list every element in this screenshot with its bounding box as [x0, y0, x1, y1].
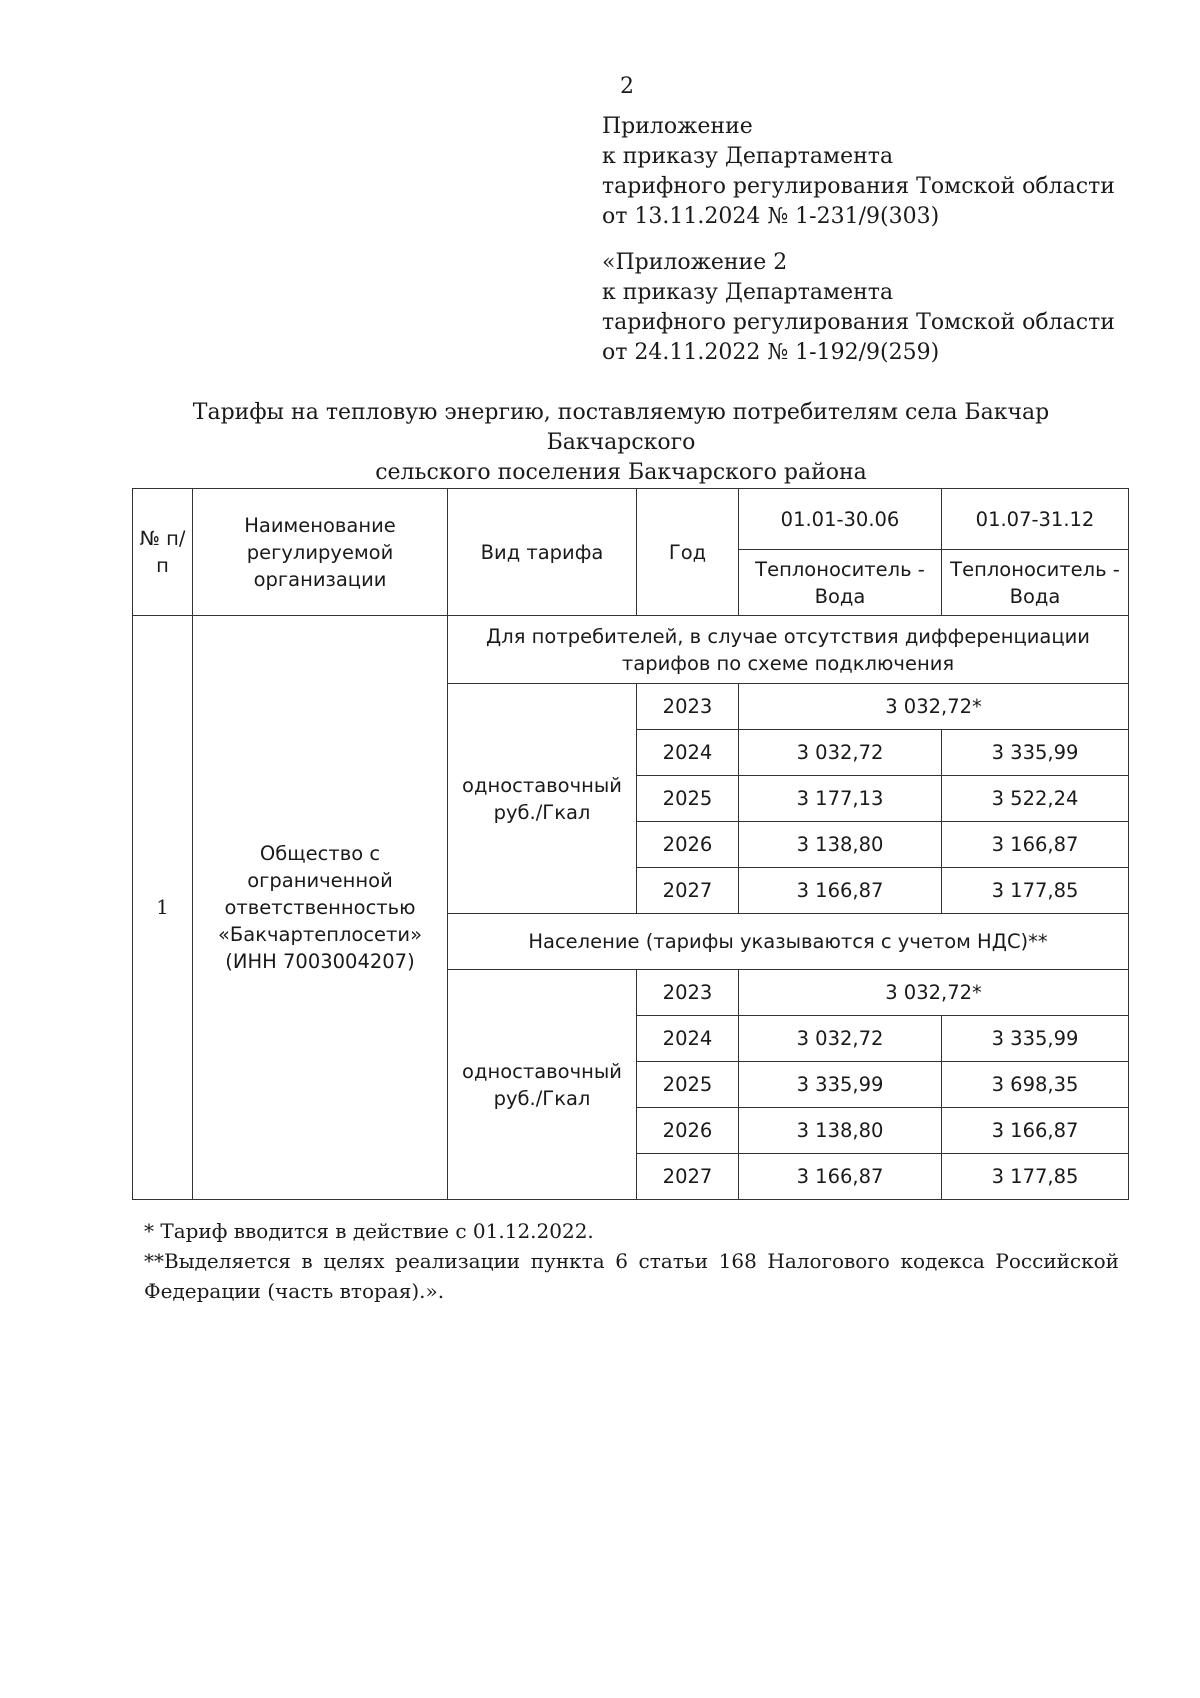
document-title-line2: сельского поселения Бакчарского района [375, 460, 867, 485]
tariff-value: 3 166,87 [942, 822, 1129, 868]
header-period-2: 01.07-31.12 [942, 489, 1129, 550]
year-cell: 2025 [637, 776, 739, 822]
tariff-type: одноставочный руб./Гкал [448, 970, 637, 1200]
tariff-value: 3 166,87 [739, 868, 942, 914]
group-label-row [133, 616, 1129, 684]
year-cell: 2025 [637, 1062, 739, 1108]
tariff-value-merged: 3 032,72* [739, 684, 1129, 730]
group-label: Население (тарифы указываются с учетом НДС)** [448, 914, 1129, 970]
year-cell: 2024 [637, 730, 739, 776]
tariff-type: одноставочный руб./Гкал [448, 684, 637, 914]
tariff-value: 3 522,24 [942, 776, 1129, 822]
footnote-2: **Выделяется в целях реализации пункта 6 статьи 168 Налогового кодекса Российской Федерации (часть вторая).». [144, 1249, 1119, 1303]
tariff-value: 3 335,99 [942, 730, 1129, 776]
year-cell: 2026 [637, 822, 739, 868]
header-tariff-type: Вид тарифа [448, 489, 637, 616]
appendix-current-line3: тарифного регулирования Томской области [602, 174, 1115, 199]
organization-name: Общество с ограниченной ответственностью «Бакчартеплосети» (ИНН 7003004207) [193, 616, 448, 1200]
document-title [132, 398, 1110, 488]
year-cell: 2024 [637, 1016, 739, 1062]
appendix-current-line2: к приказу Департамента [602, 144, 894, 169]
tariff-value: 3 032,72 [739, 730, 942, 776]
table-header-row [133, 489, 1129, 550]
tariffs-table [132, 488, 1129, 1200]
header-year: Год [637, 489, 739, 616]
year-cell: 2023 [637, 970, 739, 1016]
tariff-value: 3 698,35 [942, 1062, 1129, 1108]
footnote-1: * Тариф вводится в действие с 01.12.2022. [144, 1219, 594, 1243]
appendix-original-line3: тарифного регулирования Томской области [602, 310, 1115, 335]
tariff-value: 3 032,72 [739, 1016, 942, 1062]
year-cell: 2023 [637, 684, 739, 730]
document-title-line1: Тарифы на тепловую энергию, поставляемую потребителям села Бакчар Бакчарского [192, 400, 1050, 455]
header-carrier-2: Теплоноситель - Вода [942, 550, 1129, 616]
year-cell: 2027 [637, 1154, 739, 1200]
tariff-value: 3 335,99 [739, 1062, 942, 1108]
header-carrier-1: Теплоноситель - Вода [739, 550, 942, 616]
tariff-value: 3 177,85 [942, 868, 1129, 914]
header-period-1: 01.01-30.06 [739, 489, 942, 550]
appendix-original-line1: «Приложение 2 [602, 250, 788, 275]
tariff-value: 3 138,80 [739, 1108, 942, 1154]
tariff-value: 3 138,80 [739, 822, 942, 868]
appendix-current-line4: от 13.11.2024 № 1-231/9(303) [602, 204, 940, 229]
footnotes [144, 1216, 1119, 1306]
header-organization: Наименование регулируемой организации [193, 489, 448, 616]
header-num: № п/п [133, 489, 193, 616]
appendix-current-line1: Приложение [602, 114, 753, 139]
tariff-value: 3 177,85 [942, 1154, 1129, 1200]
appendix-original-block [602, 248, 1115, 368]
appendix-original-line2: к приказу Департамента [602, 280, 894, 305]
year-cell: 2027 [637, 868, 739, 914]
page-number: 2 [620, 74, 634, 99]
year-cell: 2026 [637, 1108, 739, 1154]
tariff-value-merged: 3 032,72* [739, 970, 1129, 1016]
group-label: Для потребителей, в случае отсутствия дифференциации тарифов по схеме подключения [448, 616, 1129, 684]
tariff-value: 3 335,99 [942, 1016, 1129, 1062]
appendix-current-block [602, 112, 1115, 232]
tariff-value: 3 177,13 [739, 776, 942, 822]
row-number: 1 [133, 616, 193, 1200]
tariff-value: 3 166,87 [942, 1108, 1129, 1154]
appendix-original-line4: от 24.11.2022 № 1-192/9(259) [602, 340, 940, 365]
tariff-value: 3 166,87 [739, 1154, 942, 1200]
